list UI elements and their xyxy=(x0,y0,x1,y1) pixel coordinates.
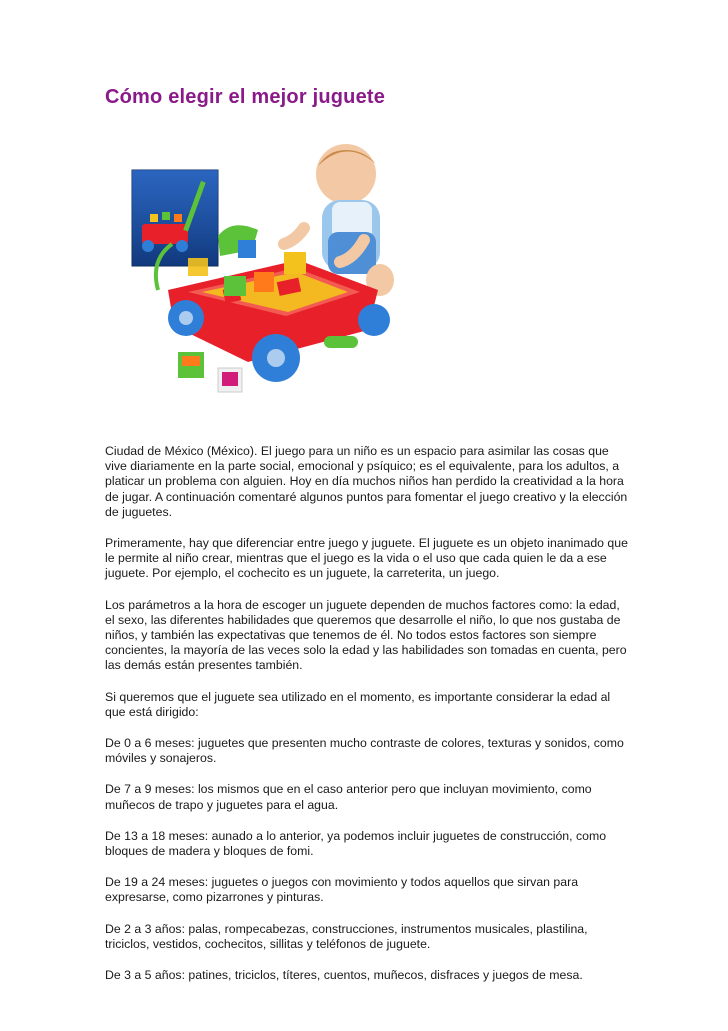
toy-wagon-photo xyxy=(128,140,398,400)
paragraph: De 3 a 5 años: patines, triciclos, títeres, cuentos, muñecos, disfraces y juegos de mesa. xyxy=(105,968,583,983)
paragraph: De 2 a 3 años: palas, rompecabezas, construcciones, instrumentos musicales, plastilina, triciclos, vestidos, cochecitos, sillitas y teléfonos de juguete. xyxy=(105,921,588,951)
article-body xyxy=(105,444,630,999)
paragraph: Ciudad de México (México). El juego para un niño es un espacio para asimilar las cosas que vive diariamente en la parte social, emocional y psíquico; es el equivalente, para los adultos, a platicar un problema con alguien. Hoy en día muchos niños han perdido la creatividad a la hora de jugar. A continuación comentaré algunos puntos para fomentar el juego creativo y la elección de juguetes. xyxy=(105,444,628,519)
inset-photo xyxy=(132,170,218,266)
paragraph: Si queremos que el juguete sea utilizado en el momento, es importante considerar la edad al que está dirigido: xyxy=(105,689,611,719)
paragraph: Primeramente, hay que diferenciar entre juego y juguete. El juguete es un objeto inanimado que le permite al niño crear, mientras que el juego es la vida o el uso que cada quien le da a ese juguete. Por ejemplo, el cochecito es un juguete, la carreterita, un juego. xyxy=(105,536,628,581)
paragraph: De 7 a 9 meses: los mismos que en el caso anterior pero que incluyan movimiento, como muñecos de trapo y juguetes para el agua. xyxy=(105,782,592,812)
paragraph: De 0 a 6 meses: juguetes que presenten mucho contraste de colores, texturas y sonidos, como móviles y sonajeros. xyxy=(105,736,624,766)
paragraph: Los parámetros a la hora de escoger un juguete dependen de muchos factores como: la edad, el sexo, las diferentes habilidades que queremos que desarrolle el niño, lo que nos gustaba de niños, y también las expectativas que tenemos de él. No todos estos factores son siempre concientes, la mayoría de las veces solo la edad y las habilidades son tomadas en cuenta, pero las demás están presentes también. xyxy=(105,597,627,673)
page-title: Cómo elegir el mejor juguete xyxy=(105,86,386,108)
paragraph: De 13 a 18 meses: aunado a lo anterior, ya podemos incluir juguetes de construcción, como bloques de madera y bloques de fomi. xyxy=(105,828,607,859)
paragraph: De 19 a 24 meses: juguetes o juegos con movimiento y todos aquellos que sirvan para expresarse, como pizarrones y pinturas. xyxy=(105,875,579,905)
